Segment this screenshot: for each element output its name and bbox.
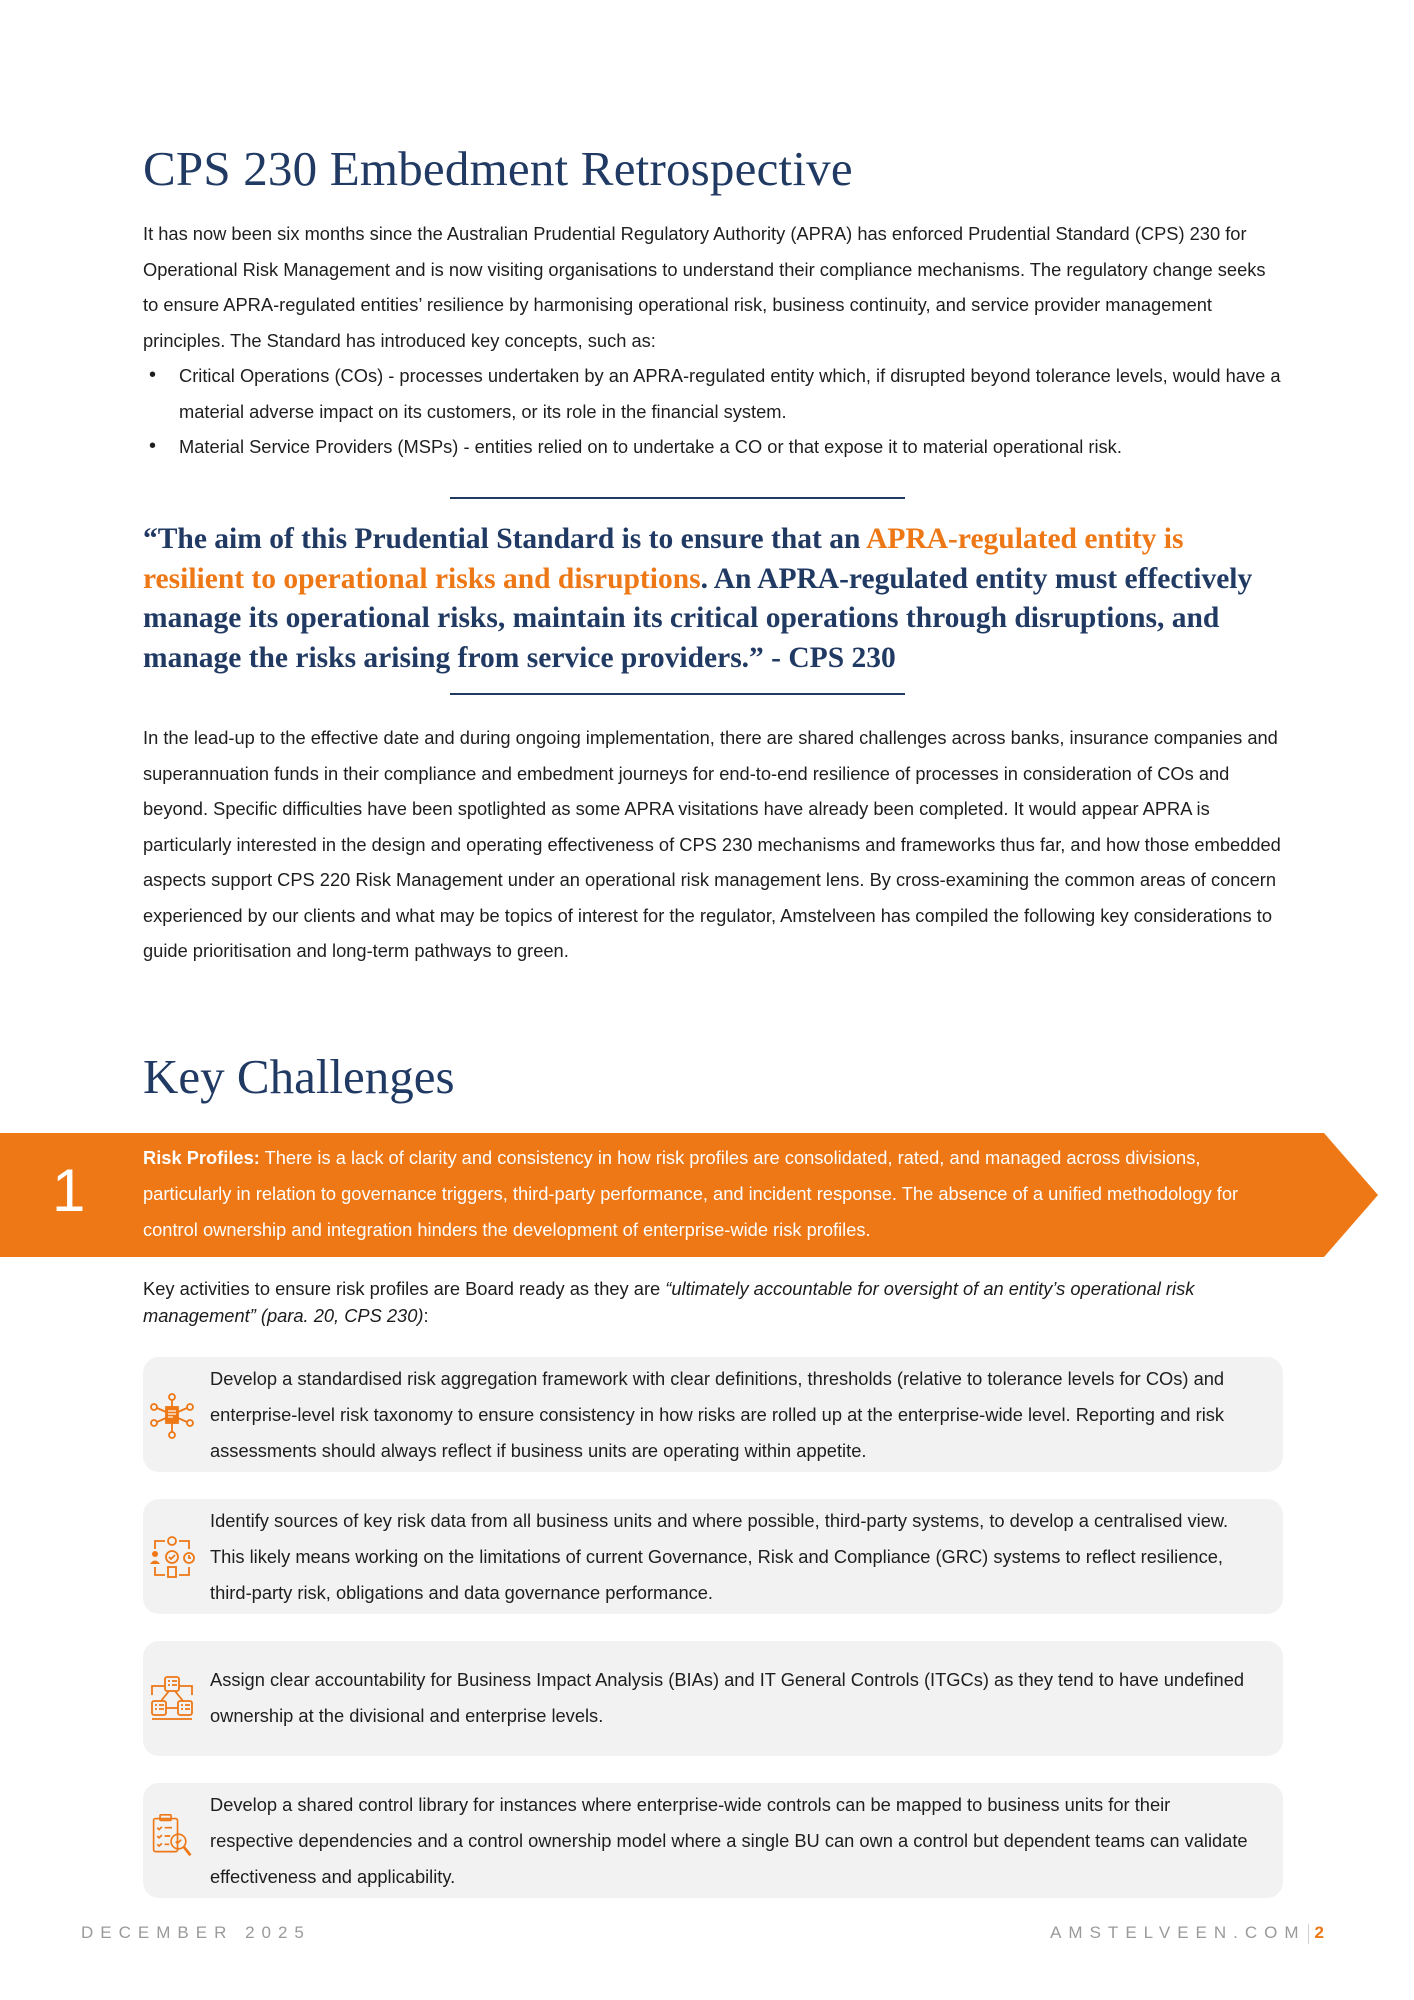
- pull-quote: [143, 520, 1283, 678]
- footer-date: DECEMBER 2025: [81, 1923, 311, 1942]
- activity-card: [143, 1357, 1283, 1472]
- quote-highlight: APRA-regulated entity is resilient to operational risks and disruptions: [143, 523, 1184, 595]
- page-number: 2: [1314, 1923, 1324, 1942]
- list-item: • Critical Operations (COs) - processes undertaken by an APRA-regulated entity which, if disrupted beyond tolerance levels, would have a material adverse impact on its customers, or its role in the financial system.: [143, 358, 1283, 429]
- page-title: CPS 230 Embedment Retrospective: [143, 141, 853, 196]
- lead-suffix: :: [423, 1305, 429, 1326]
- activity-card: [143, 1641, 1283, 1756]
- quote-divider-top: [450, 497, 905, 499]
- activities-lead: [143, 1275, 1283, 1329]
- footer-separator: [1308, 1924, 1309, 1944]
- activity-card: [143, 1499, 1283, 1614]
- risk-aggregation-network-icon: [149, 1393, 195, 1439]
- quote-divider-bottom: [450, 693, 905, 695]
- clipboard-magnifier-icon: [149, 1813, 195, 1859]
- challenge-banner: [0, 1133, 1380, 1257]
- accountability-hierarchy-icon: [149, 1675, 195, 1721]
- challenge-label: Risk Profiles:: [143, 1147, 260, 1168]
- centralised-data-gear-icon: [149, 1535, 195, 1581]
- footer-site-link[interactable]: AMSTELVEEN.COM: [1050, 1923, 1306, 1942]
- activity-text: Develop a shared control library for instances where enterprise-wide controls can be mapped to business units for their respective dependencies and a control ownership model where a single BU can own a control but dependent teams can validate effectiveness and applicability.: [210, 1794, 1248, 1887]
- key-concepts-list: [143, 358, 1283, 465]
- activity-text: Assign clear accountability for Business Impact Analysis (BIAs) and IT General Controls (ITGCs) as they tend to have undefined ownership at the divisional and enterprise levels.: [210, 1669, 1245, 1726]
- lead-text: Key activities to ensure risk profiles are Board ready as they are: [143, 1278, 666, 1299]
- list-item: • Material Service Providers (MSPs) - entities relied on to undertake a CO or that expose it to material operational risk.: [143, 429, 1283, 465]
- quote-text: “The aim of this Prudential Standard is to ensure that an: [143, 523, 867, 555]
- activity-text: Develop a standardised risk aggregation framework with clear definitions, thresholds (relative to tolerance levels for COs) and enterprise-level risk taxonomy to ensure consistency in how risks are rolled up at the enterprise-wide level. Reporting and risk assessments should always reflect if business units are operating within appetite.: [210, 1368, 1225, 1461]
- challenge-number: 1: [52, 1157, 86, 1224]
- quote-text: . An APRA-regulated entity must effectively manage its operational risks, maintain its critical operations through disruptions, and manage the risks arising from service providers.” - CPS 230: [143, 562, 1253, 674]
- challenge-description: [143, 1140, 1293, 1248]
- section-title: Key Challenges: [143, 1049, 455, 1104]
- lead-quote: “ultimately accountable for oversight of an entity’s operational risk management” (para. 20, CPS 230): [143, 1278, 1195, 1326]
- challenge-text: There is a lack of clarity and consistency in how risk profiles are consolidated, rated, and managed across divisions, particularly in relation to governance triggers, third-party performance, and incident response. The absence of a unified methodology for control ownership and integration hinders the development of enterprise-wide risk profiles.: [143, 1147, 1239, 1240]
- intro-paragraph: It has now been six months since the Australian Prudential Regulatory Authority (APRA) has enforced Prudential Standard (CPS) 230 for Operational Risk Management and is now visiting organisations to understand their compliance mechanisms. The regulatory change seeks to ensure APRA-regulated entities’ resilience by harmonising operational risk, business continuity, and service provider management principles. The Standard has introduced key concepts, such as:: [143, 223, 1266, 351]
- activity-text: Identify sources of key risk data from all business units and where possible, third-party systems, to develop a centralised view. This likely means working on the limitations of current Governance, Risk and Compliance (GRC) systems to reflect resilience, third-party risk, obligations and data governance performance.: [210, 1510, 1229, 1603]
- context-paragraph: In the lead-up to the effective date and during ongoing implementation, there are shared challenges across banks, insurance companies and superannuation funds in their compliance and embedment journeys for end-to-end resilience of processes in consideration of COs and beyond. Specific difficulties have been spotlighted as some APRA visitations have already been completed. It would appear APRA is particularly interested in the design and operating effectiveness of CPS 230 mechanisms and frameworks thus far, and how those embedded aspects support CPS 220 Risk Management under an operational risk management lens. By cross-examining the common areas of concern experienced by our clients and what may be topics of interest for the regulator, Amstelveen has compiled the following key considerations to guide prioritisation and long-term pathways to green.: [143, 727, 1281, 961]
- activity-card: [143, 1783, 1283, 1898]
- footer-branding: [1050, 1923, 1324, 1944]
